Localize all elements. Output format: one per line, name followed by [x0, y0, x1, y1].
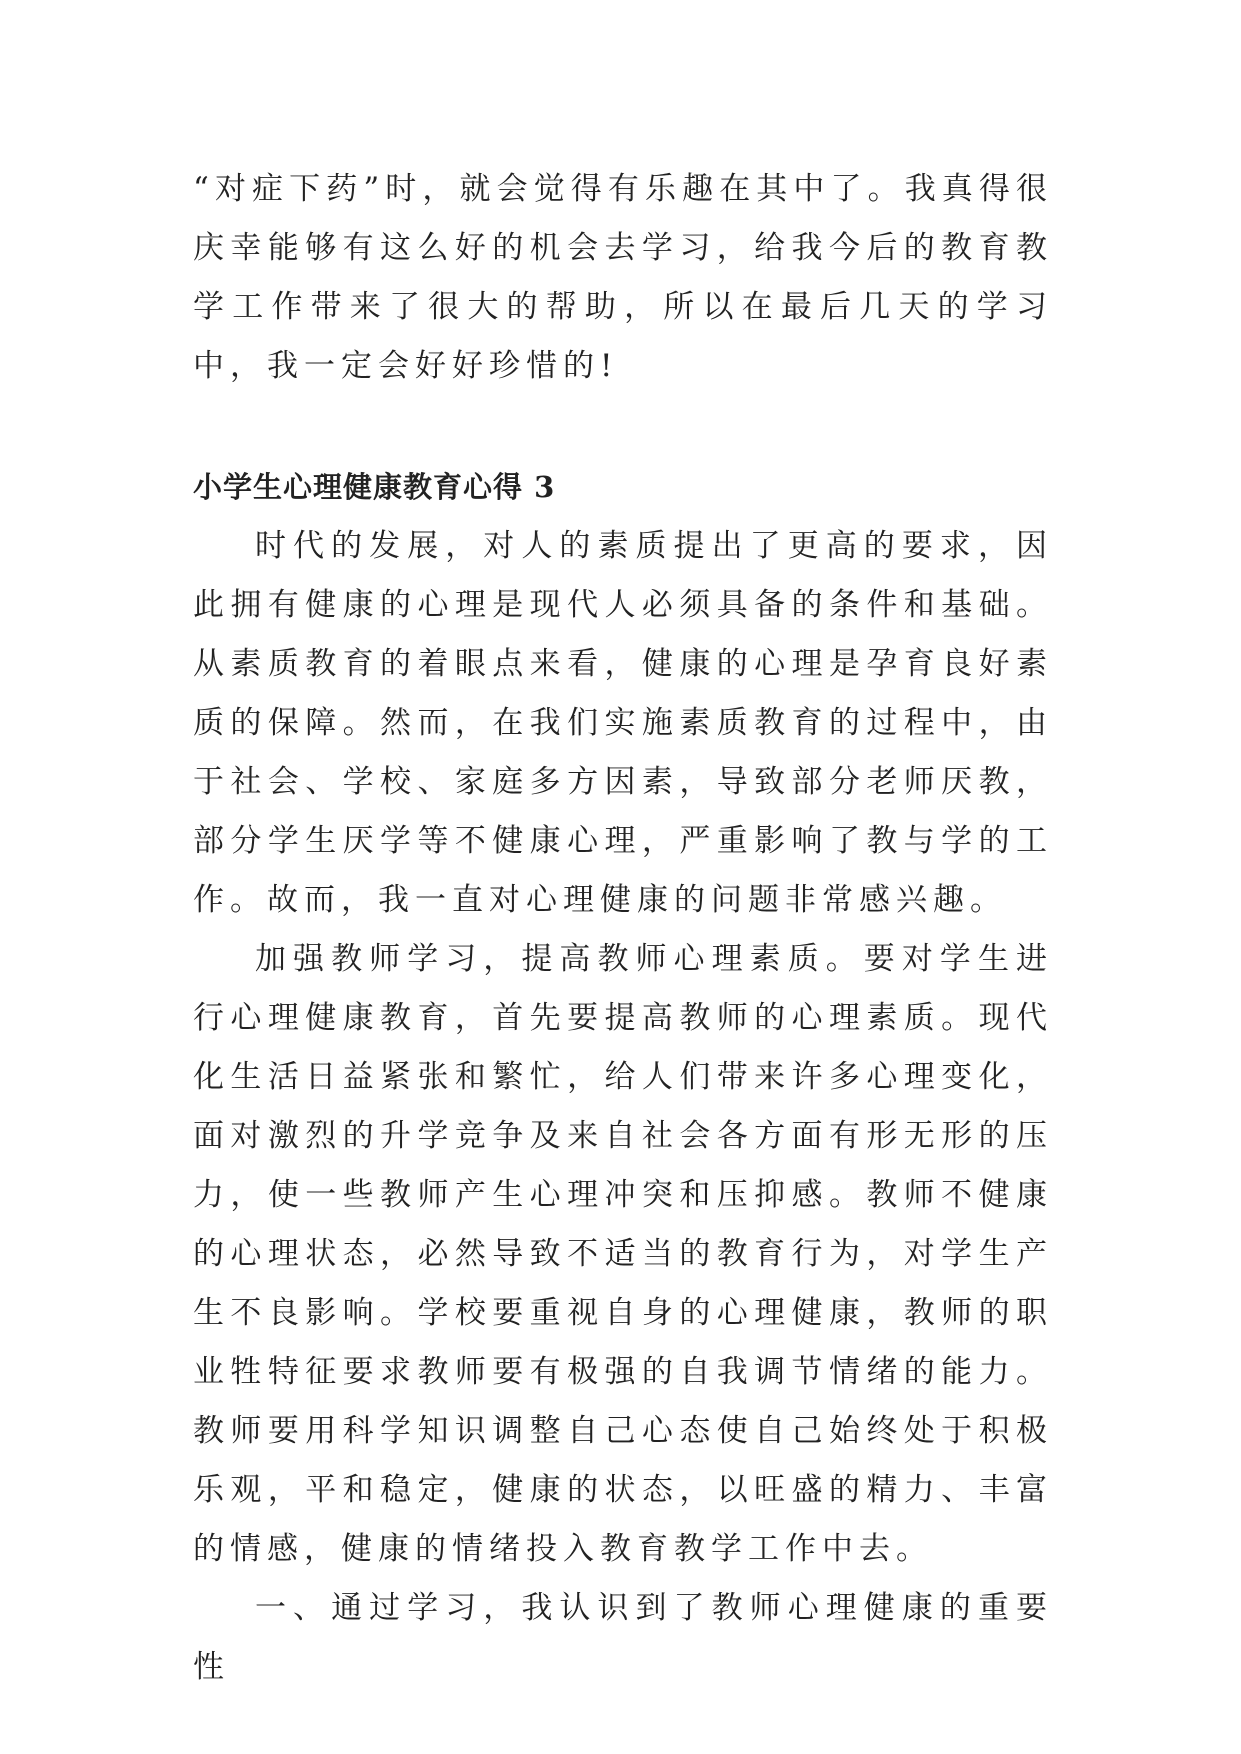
section-title: 小学生心理健康教育心得 3	[193, 470, 556, 504]
section-paragraph-3: 一、通过学习，我认识到了教师心理健康的重要性	[193, 1590, 1053, 1685]
continuation-paragraph: “对症下药”时，就会觉得有乐趣在其中了。我真得很庆幸能够有这么好的机会去学习，给我今后的教育教学工作带来了很大的帮助，所以在最后几天的学习中，我一定会好好珍惜的!	[193, 171, 1053, 384]
section-paragraph-1: 时代的发展，对人的素质提出了更高的要求，因此拥有健康的心理是现代人必须具备的条件和基础。从素质教育的着眼点来看，健康的心理是孕育良好素质的保障。然而，在我们实施素质教育的过程中，由于社会、学校、家庭多方因素，导致部分老师厌教，部分学生厌学等不健康心理，严重影响了教与学的工作。故而，我一直对心理健康的问题非常感兴趣。	[193, 528, 1053, 918]
section-paragraph-2: 加强教师学习，提高教师心理素质。要对学生进行心理健康教育，首先要提高教师的心理素质。现代化生活日益紧张和繁忙，给人们带来许多心理变化，面对激烈的升学竞争及来自社会各方面有形无形的压力，使一些教师产生心理冲突和压抑感。教师不健康的心理状态，必然导致不适当的教育行为，对学生产生不良影响。学校要重视自身的心理健康，教师的职业牲特征要求教师要有极强的自我调节情绪的能力。教师要用科学知识调整自己心态使自己始终处于积极乐观，平和稳定，健康的状态，以旺盛的精力、丰富的情感，健康的情绪投入教育教学工作中去。	[193, 941, 1053, 1567]
document-body	[193, 160, 1053, 1697]
